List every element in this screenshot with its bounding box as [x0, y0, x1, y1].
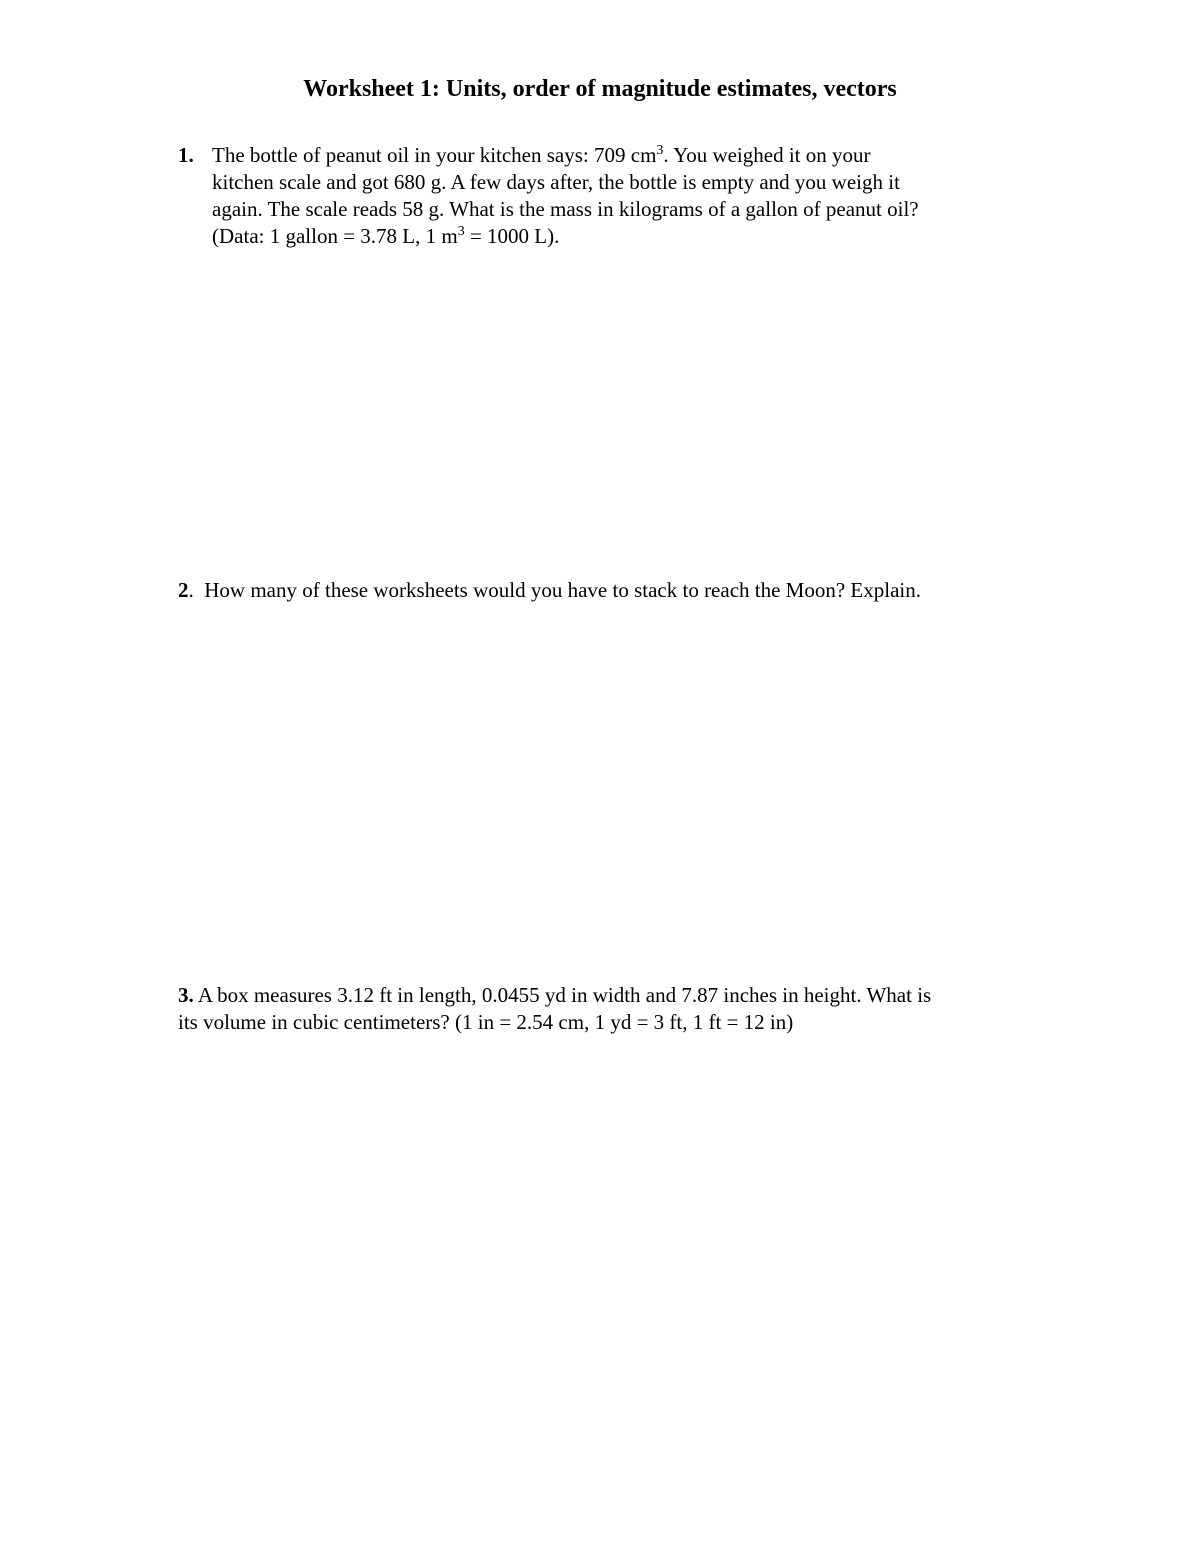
question-1-line-3: again. The scale reads 58 g. What is the mass in kilograms of a gallon of peanut oil?	[212, 197, 919, 221]
question-3-number: 3.	[178, 983, 194, 1007]
cubic-superscript: 3	[457, 224, 465, 239]
question-1-line-2: kitchen scale and got 680 g. A few days after, the bottle is empty and you weigh it	[212, 170, 900, 194]
question-3-line-1	[178, 982, 1038, 1009]
question-1-line-4	[212, 223, 1038, 250]
question-1-line-1	[212, 142, 1038, 169]
question-3	[178, 982, 1038, 1036]
question-1-line-4-end: = 1000 L).	[464, 224, 560, 248]
question-2	[178, 577, 1078, 604]
question-1-line-4-start: (Data: 1 gallon = 3.78 L, 1 m	[212, 224, 458, 248]
question-2-text: . How many of these worksheets would you have to stack to reach the Moon? Explain.	[188, 578, 921, 602]
question-3-line-2: its volume in cubic centimeters? (1 in = 2.54 cm, 1 yd = 3 ft, 1 ft = 12 in)	[178, 1010, 794, 1034]
worksheet-title: Worksheet 1: Units, order of magnitude estimates, vectors	[303, 76, 897, 102]
question-2-number: 2	[178, 578, 189, 602]
question-1-number: 1.	[178, 143, 194, 167]
cubic-superscript: 3	[656, 143, 664, 158]
question-1	[178, 142, 1038, 250]
question-1-text	[212, 142, 1038, 250]
question-1-line-1-end: . You weighed it on your	[663, 143, 871, 167]
question-3-line-1-text: A box measures 3.12 ft in length, 0.0455 yd in width and 7.87 inches in height. What is	[193, 983, 932, 1007]
question-1-line-1-start: The bottle of peanut oil in your kitchen says: 709 cm	[212, 143, 657, 167]
